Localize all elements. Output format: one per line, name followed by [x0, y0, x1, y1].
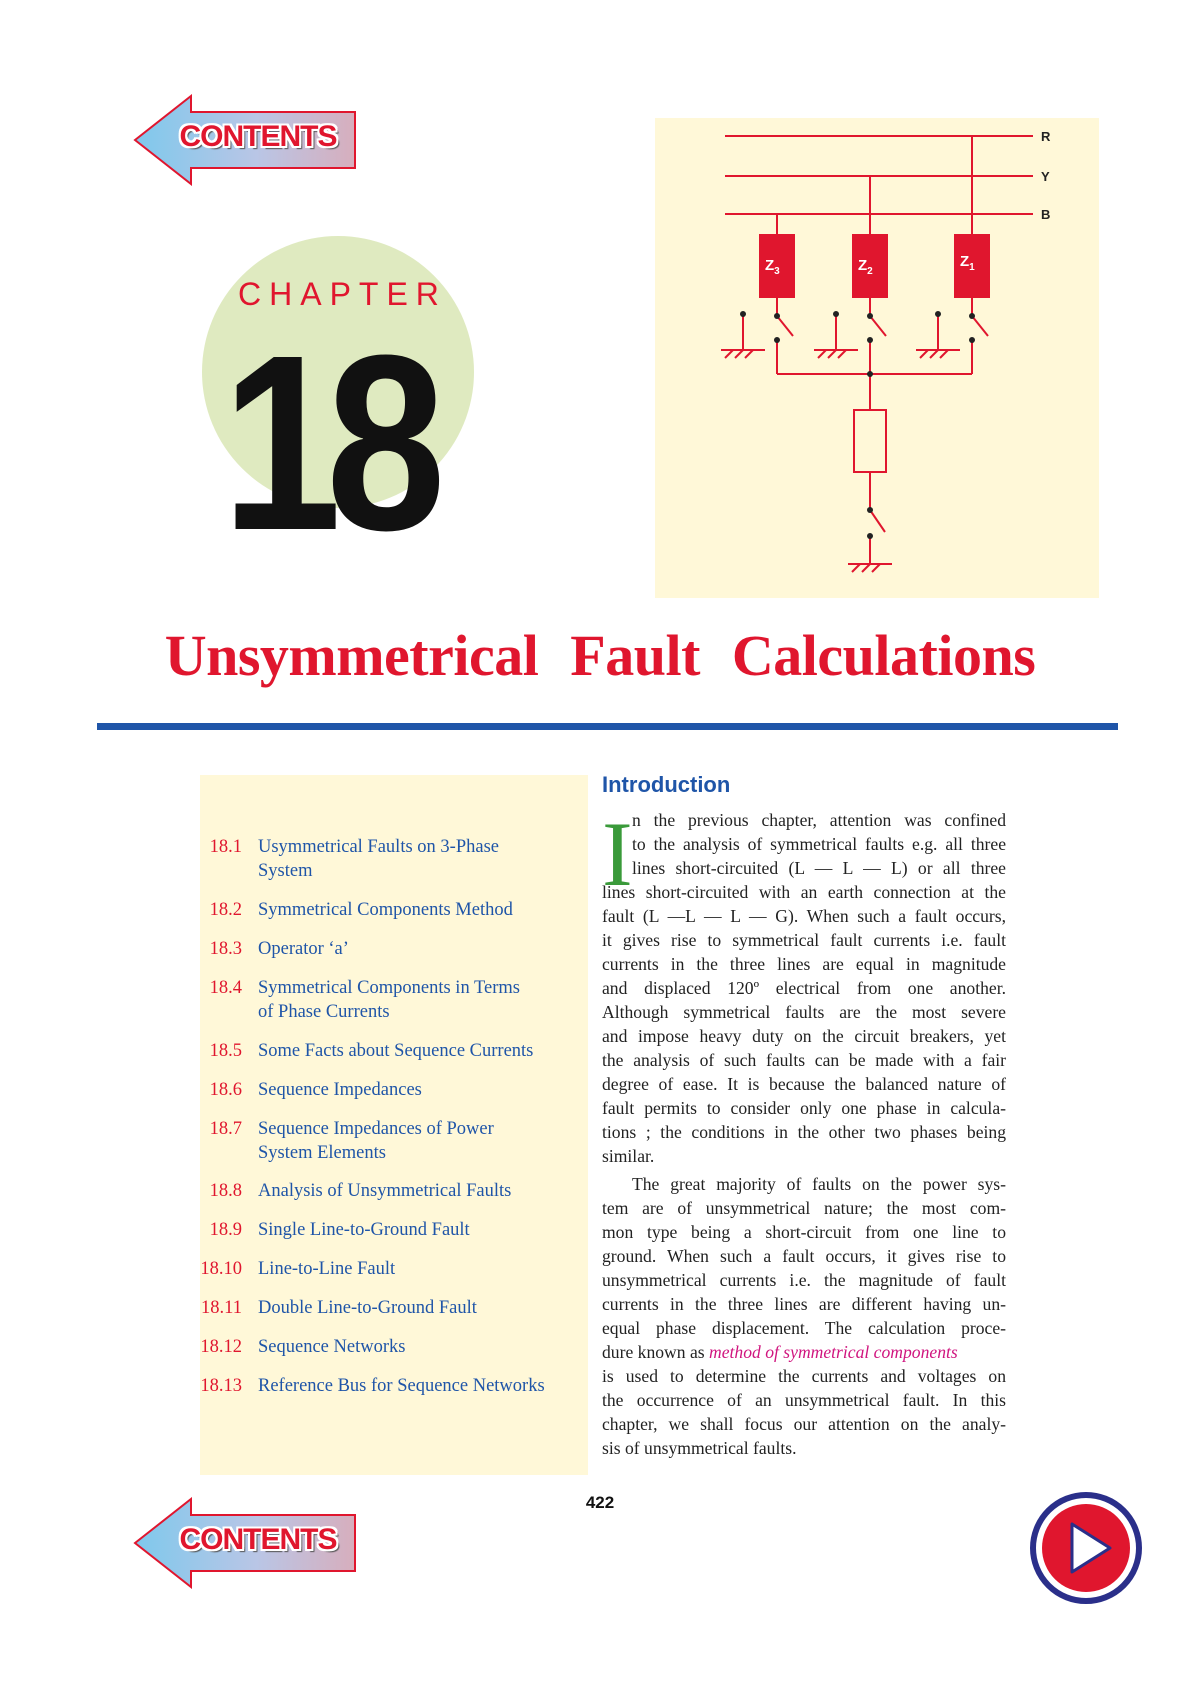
toc-title: Analysis of Unsymmetrical Faults	[258, 1181, 512, 1201]
text-line: currents in the three lines are equal in magnitude	[602, 954, 1006, 974]
text-line: to the analysis of symmetrical faults e.g. all three	[632, 834, 1006, 854]
toc-title: Sequence Networks	[258, 1337, 406, 1357]
text-line: the occurrence of an unsymmetrical fault. In this	[602, 1390, 1006, 1410]
phase-label-b: B	[1041, 207, 1051, 222]
toc-title: Reference Bus for Sequence Networks	[258, 1376, 545, 1396]
toc-title: Operator ‘a’	[258, 939, 349, 959]
text-line: currents in the three lines are different having un-	[602, 1294, 1006, 1314]
text-line: degree of ease. It is because the balanced nature of	[602, 1074, 1006, 1094]
toc-title: Double Line-to-Ground Fault	[258, 1298, 477, 1318]
toc-title: Symmetrical Components Method	[258, 900, 513, 920]
text-line: fault permits to consider only one phase in calcula-	[602, 1098, 1006, 1118]
toc-number: 18.8	[209, 1181, 242, 1201]
text-line: dure known as method of symmetrical components	[602, 1342, 958, 1362]
toc-title: Line-to-Line Fault	[258, 1259, 396, 1279]
text-line: ground. When such a fault occurs, it gives rise to	[602, 1246, 1006, 1266]
phase-label-r: R	[1041, 129, 1051, 144]
text-line: it gives rise to symmetrical fault currents i.e. fault	[602, 930, 1006, 950]
toc-number: 18.3	[209, 939, 242, 959]
contents-label: CONTENTS	[179, 1523, 337, 1556]
contents-label: CONTENTS	[179, 120, 337, 153]
toc-title: Symmetrical Components in Terms of Phase Currents	[258, 978, 520, 1022]
toc-title: Sequence Impedances of Power System Elements	[258, 1119, 494, 1163]
text-line: and displaced 120º electrical from one another.	[602, 978, 1006, 998]
text-line: lines short-circuited with an earth connection at the	[602, 882, 1006, 902]
text-line: fault (L —L — L — G). When such a fault occurs,	[602, 906, 1006, 926]
toc-number: 18.1	[209, 837, 242, 857]
next-page-button[interactable]	[1030, 1492, 1142, 1604]
toc-title: Sequence Impedances	[258, 1080, 422, 1100]
toc-number: 18.12	[200, 1337, 242, 1357]
text-line: lines short-circuited (L — L — L) or all three	[632, 858, 1006, 878]
text-line: sis of unsymmetrical faults.	[602, 1438, 797, 1458]
text-line: n the previous chapter, attention was confined	[632, 810, 1006, 830]
toc-title: Some Facts about Sequence Currents	[258, 1041, 534, 1061]
toc-number: 18.10	[200, 1259, 242, 1279]
toc-number: 18.11	[201, 1298, 242, 1318]
text-line: is used to determine the currents and voltages on	[602, 1366, 1006, 1386]
fault-circuit-diagram	[655, 118, 1099, 598]
text-line: unsymmetrical currents i.e. the magnitude of fault	[602, 1270, 1006, 1290]
toc-number: 18.7	[209, 1119, 242, 1139]
toc-number: 18.9	[209, 1220, 242, 1240]
page-number: 422	[585, 1493, 615, 1512]
chapter-title: Unsymmetrical Fault Calculations	[164, 623, 1036, 688]
contents-button-bottom[interactable]	[133, 1497, 358, 1589]
phase-label-y: Y	[1041, 169, 1050, 184]
text-line: mon type being a short-circuit from one line to	[602, 1222, 1006, 1242]
drop-cap: I	[602, 803, 633, 905]
toc-title: Single Line-to-Ground Fault	[258, 1220, 470, 1240]
text-line: tions ; the conditions in the other two phases being	[602, 1122, 1006, 1142]
text-line: Although symmetrical faults are the most severe	[602, 1002, 1006, 1022]
chapter-label: CHAPTER	[238, 276, 447, 312]
contents-button-top[interactable]	[133, 94, 358, 186]
toc-number: 18.6	[209, 1080, 242, 1100]
toc-number: 18.5	[209, 1041, 242, 1061]
chapter-number: 18	[222, 303, 431, 582]
section-heading: Introduction	[602, 772, 731, 797]
play-button-icon	[1030, 1492, 1142, 1604]
highlighted-term: method of symmetrical components	[709, 1342, 958, 1362]
text-line: chapter, we shall focus our attention on the analy-	[602, 1414, 1006, 1434]
text-line: similar.	[602, 1146, 655, 1166]
text-line: The great majority of faults on the power sys-	[632, 1174, 1006, 1194]
text-line: tem are of unsymmetrical nature; the most com-	[602, 1198, 1006, 1218]
toc-number: 18.2	[209, 900, 242, 920]
toc-number: 18.4	[209, 978, 242, 998]
toc-title: Usymmetrical Faults on 3-Phase System	[258, 837, 499, 881]
text-line: equal phase displacement. The calculation proce-	[602, 1318, 1006, 1338]
impedance-z3-label: $Z_3$	[765, 257, 780, 277]
text-line: and impose heavy duty on the circuit breakers, yet	[602, 1026, 1006, 1046]
chapter-toc	[200, 775, 588, 1475]
impedance-z2-label: $Z_2$	[858, 257, 873, 277]
title-divider	[97, 723, 1118, 730]
toc-number: 18.13	[200, 1376, 242, 1396]
text-line: the analysis of such faults can be made with a fair	[602, 1050, 1006, 1070]
impedance-z1-label: $Z_1$	[960, 253, 975, 273]
